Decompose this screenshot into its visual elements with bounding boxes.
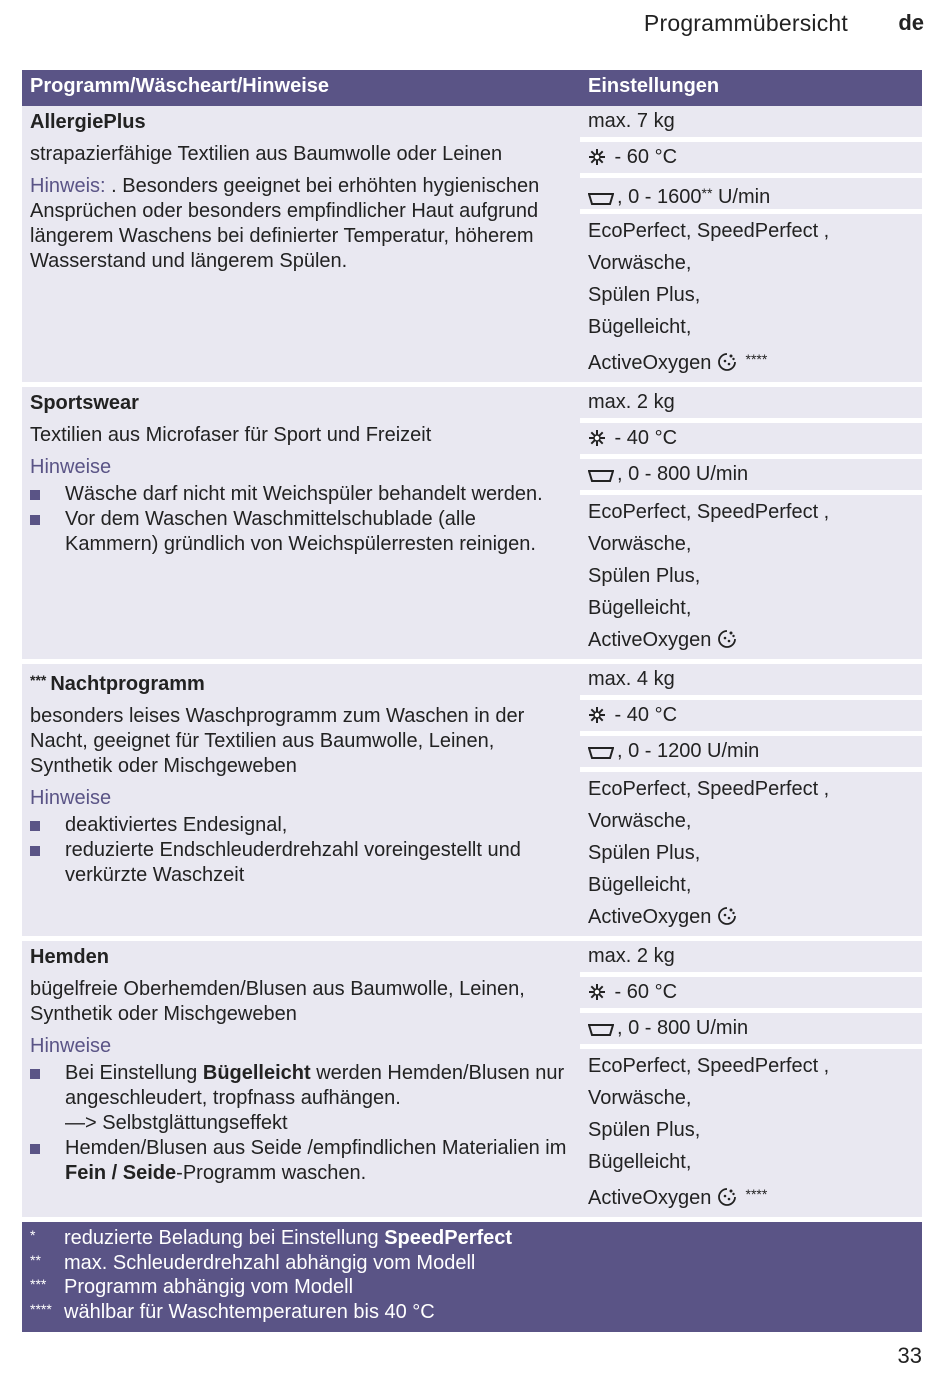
bullet-square-icon xyxy=(30,846,40,856)
program-footnote-mark: *** xyxy=(30,672,47,688)
temperature-value: - 40 °C xyxy=(609,704,678,726)
temperature-value: - 40 °C xyxy=(609,427,678,449)
program-description: bügelfreie Oberhemden/Blusen aus Baumwolle, Leinen, Synthetik oder Mischgeweben xyxy=(30,978,525,1025)
footnote-mark: ** xyxy=(30,1251,41,1268)
program-description: besonders leises Waschprogramm zum Waschen in der Nacht, geeignet für Textilien aus Baumwolle, Leinen, Synthetik oder Mischgeweben xyxy=(30,705,525,777)
hint-list xyxy=(30,482,572,557)
option-item: Spülen Plus, xyxy=(588,842,701,864)
option-item: Spülen Plus, xyxy=(588,284,701,306)
program-name: Sportswear xyxy=(30,392,139,414)
option-item-activeoxygen: ActiveOxygen xyxy=(588,624,914,659)
bullet-square-icon xyxy=(30,1144,40,1154)
option-item: Spülen Plus, xyxy=(588,1119,701,1141)
option-item: EcoPerfect, SpeedPerfect , xyxy=(588,1055,830,1077)
options-list xyxy=(580,1049,922,1217)
footnote-mark: * xyxy=(30,1227,36,1243)
bullet-square-icon xyxy=(30,515,40,525)
hint-label: Hinweis: xyxy=(30,175,106,197)
option-footnote-mark: **** xyxy=(745,351,768,367)
temperature-setting xyxy=(580,977,922,1008)
spin-setting xyxy=(580,736,922,767)
list-item: Hemden/Blusen aus Seide /empfindlichen Materialien im Fein / Seide-Programm waschen. xyxy=(30,1136,572,1186)
temperature-setting xyxy=(580,700,922,731)
spin-setting xyxy=(580,178,922,209)
program-info xyxy=(22,106,580,382)
temperature-setting xyxy=(580,423,922,454)
program-settings xyxy=(580,664,922,936)
program-info xyxy=(22,941,580,1217)
table-row xyxy=(22,106,922,382)
temperature-icon xyxy=(588,980,606,1011)
temperature-icon xyxy=(588,703,606,734)
active-oxygen-icon xyxy=(717,627,737,659)
table-row xyxy=(22,936,922,1217)
max-load: max. 2 kg xyxy=(580,941,922,972)
option-footnote-mark: **** xyxy=(745,1186,768,1202)
option-item: EcoPerfect, SpeedPerfect , xyxy=(588,220,830,242)
column-header-settings: Einstellungen xyxy=(588,75,720,97)
list-item: reduzierte Endschleuderdrehzahl voreingestellt und verkürzte Waschzeit xyxy=(30,838,572,888)
option-item-activeoxygen: ActiveOxygen **** xyxy=(588,343,914,382)
list-item: deaktiviertes Endesignal, xyxy=(30,813,572,838)
list-item: Bei Einstellung Bügelleicht werden Hemden/Blusen nur angeschleudert, tropfnass aufhängen. —> Selbstglättungseffekt xyxy=(30,1061,572,1136)
spin-icon xyxy=(588,1016,614,1047)
options-list xyxy=(580,214,922,382)
option-item: Bügelleicht, xyxy=(588,874,692,896)
option-item-activeoxygen: ActiveOxygen **** xyxy=(588,1178,914,1217)
language-code: de xyxy=(898,10,924,35)
program-settings xyxy=(580,941,922,1217)
footnote-mark: **** xyxy=(30,1300,52,1317)
program-info xyxy=(22,387,580,659)
page-header xyxy=(0,8,950,40)
program-hint xyxy=(30,174,572,274)
list-item: Wäsche darf nicht mit Weichspüler behandelt werden. xyxy=(30,482,572,507)
hint-label: Hinweise xyxy=(30,1035,112,1057)
spin-setting xyxy=(580,459,922,490)
max-load: max. 4 kg xyxy=(580,664,922,695)
active-oxygen-icon xyxy=(717,904,737,936)
options-list xyxy=(580,772,922,936)
option-item: EcoPerfect, SpeedPerfect , xyxy=(588,778,830,800)
program-settings xyxy=(580,106,922,382)
program-info xyxy=(22,664,580,936)
list-item: Vor dem Waschen Waschmittelschublade (alle Kammern) gründlich von Weichspülerresten reinigen. xyxy=(30,507,572,557)
program-description: Textilien aus Microfaser für Sport und Freizeit xyxy=(30,424,432,446)
spin-value: , 0 - 800 U/min xyxy=(617,463,749,485)
option-item: Spülen Plus, xyxy=(588,565,701,587)
program-name: Hemden xyxy=(30,946,109,968)
footnote: ** max. Schleuderdrehzahl abhängig vom Modell xyxy=(30,1251,914,1276)
option-item-activeoxygen: ActiveOxygen xyxy=(588,901,914,936)
spin-value: , 0 - 800 U/min xyxy=(617,1017,749,1039)
option-item: Bügelleicht, xyxy=(588,1151,692,1173)
page-number: 33 xyxy=(897,1343,922,1368)
option-item: Bügelleicht, xyxy=(588,316,692,338)
program-name: Nachtprogramm xyxy=(50,673,205,695)
option-item: EcoPerfect, SpeedPerfect , xyxy=(588,501,830,523)
table-header xyxy=(22,70,922,106)
temperature-icon xyxy=(588,426,606,457)
spin-setting xyxy=(580,1013,922,1044)
bullet-square-icon xyxy=(30,490,40,500)
spin-value: , 0 - 1600 xyxy=(617,186,702,208)
hint-label: Hinweise xyxy=(30,456,112,478)
hint-label: Hinweise xyxy=(30,787,112,809)
table-row xyxy=(22,659,922,936)
max-load: max. 2 kg xyxy=(580,387,922,418)
active-oxygen-icon xyxy=(717,350,737,382)
program-name-line xyxy=(30,668,572,697)
spin-unit: U/min xyxy=(712,186,771,208)
spin-value: , 0 - 1200 U/min xyxy=(617,740,760,762)
hint-list xyxy=(30,1061,572,1186)
section-title: Programmübersicht xyxy=(643,10,848,36)
spin-footnote-mark: ** xyxy=(701,185,713,201)
option-item: Vorwäsche, xyxy=(588,252,692,274)
temperature-icon xyxy=(588,145,606,176)
option-item: Vorwäsche, xyxy=(588,1087,692,1109)
spin-icon xyxy=(588,185,614,216)
active-oxygen-icon xyxy=(717,1185,737,1217)
footnotes xyxy=(22,1217,922,1332)
spin-icon xyxy=(588,739,614,770)
option-item: Vorwäsche, xyxy=(588,810,692,832)
program-name: AllergiePlus xyxy=(30,111,146,133)
option-item: Bügelleicht, xyxy=(588,597,692,619)
hint-text: . Besonders geeignet bei erhöhten hygienischen Ansprüchen oder besonders empfindlicher Haut aufgrund längerem Waschens bei definierter Temperatur, höherem Wasserstand und längerem Spülen. xyxy=(30,175,540,272)
program-settings xyxy=(580,387,922,659)
temperature-value: - 60 °C xyxy=(609,981,678,1003)
temperature-value: - 60 °C xyxy=(609,146,678,168)
program-table xyxy=(22,70,922,1332)
hint-list xyxy=(30,813,572,888)
spin-icon xyxy=(588,462,614,493)
footnote: * reduzierte Beladung bei Einstellung SpeedPerfect xyxy=(30,1226,914,1251)
table-row xyxy=(22,382,922,659)
temperature-setting xyxy=(580,142,922,173)
footnote: *** Programm abhängig vom Modell xyxy=(30,1275,914,1300)
bullet-square-icon xyxy=(30,821,40,831)
max-load: max. 7 kg xyxy=(580,106,922,137)
column-header-program: Programm/Wäscheart/Hinweise xyxy=(30,75,329,97)
option-item: Vorwäsche, xyxy=(588,533,692,555)
program-description: strapazierfähige Textilien aus Baumwolle oder Leinen xyxy=(30,143,503,165)
options-list xyxy=(580,495,922,659)
footnote-mark: *** xyxy=(30,1276,47,1292)
bullet-square-icon xyxy=(30,1069,40,1079)
hint-arrow-note: —> Selbstglättungseffekt xyxy=(65,1112,288,1134)
footnote: **** wählbar für Waschtemperaturen bis 40 °C xyxy=(30,1300,914,1325)
